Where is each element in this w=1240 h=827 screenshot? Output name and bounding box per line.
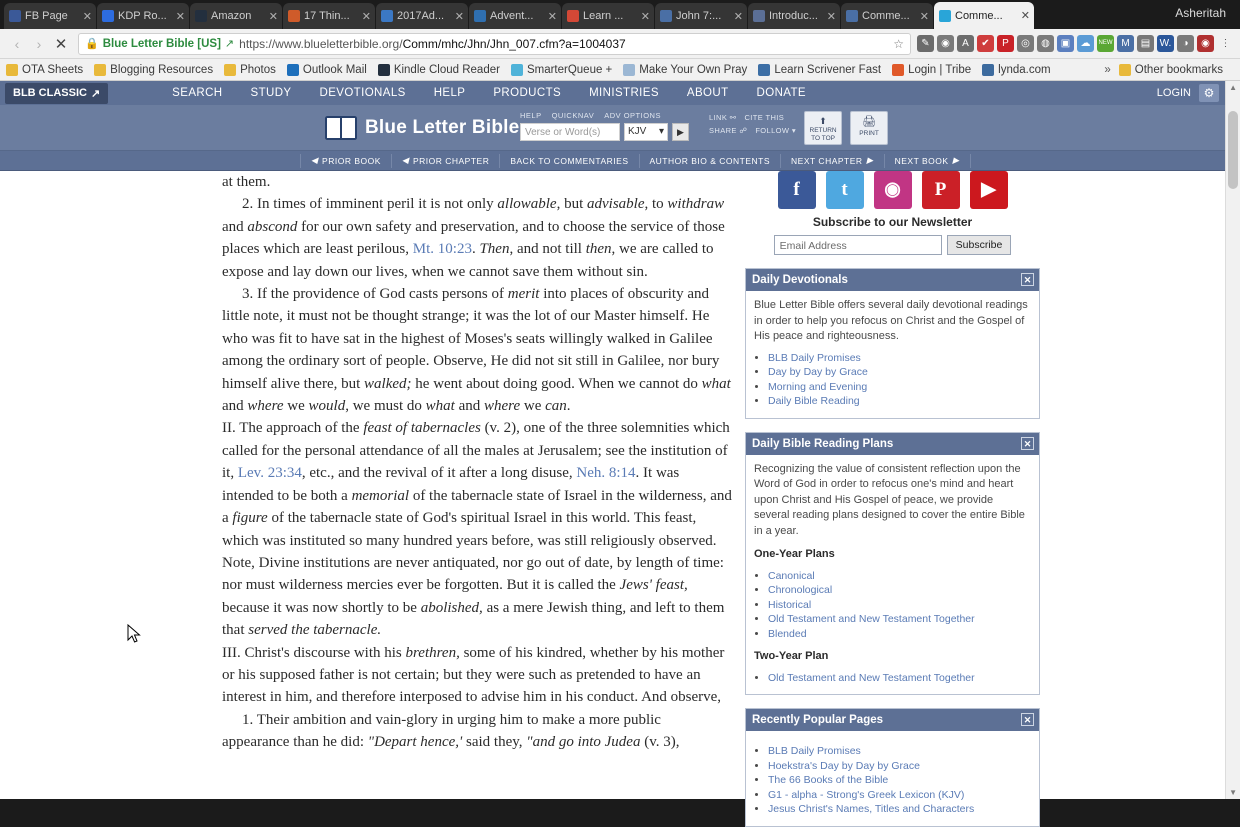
panel-link[interactable]: Daily Bible Reading — [768, 395, 860, 407]
panel-title: Recently Popular Pages ✕ — [746, 709, 1039, 731]
right-arrow-icon: ▶ — [952, 155, 960, 165]
newsletter-form — [745, 235, 1040, 255]
list-item[interactable] — [768, 788, 1031, 803]
extension-icon-3[interactable]: ✔ — [977, 35, 994, 52]
tab-9[interactable] — [841, 3, 933, 29]
twitter-icon[interactable]: t — [826, 171, 864, 209]
back-icon[interactable]: ‹ — [14, 35, 20, 52]
close-icon[interactable]: ✕ — [1021, 273, 1034, 286]
list-item[interactable] — [768, 671, 1031, 686]
panel-description: Recognizing the value of consistent reflection upon the Word of God in order to refocus one's mind and heart upon Christ and His Gospel of peace, we provide several reading plans designed to cover the entire Bible in a year. — [754, 462, 1025, 537]
label-adv-options[interactable]: ADV OPTIONS — [604, 111, 661, 120]
tab-strip[interactable] — [0, 0, 1240, 29]
tab-favicon — [567, 10, 579, 22]
panel-link[interactable]: Jesus Christ's Names, Titles and Characters — [768, 803, 975, 815]
left-arrow-icon: ◀ — [311, 155, 319, 165]
external-link-icon: ↗ — [90, 87, 101, 100]
panel-description: Blue Letter Bible offers several daily devotional readings in order to help you refocus on Christ and the Gospel of His peace and righteousness. — [754, 299, 1028, 342]
search-input[interactable]: Verse or Word(s) — [520, 123, 620, 141]
panel-link[interactable]: Morning and Evening — [768, 380, 868, 393]
lock-icon: 🔒 — [85, 38, 99, 50]
tab-1[interactable] — [97, 3, 189, 29]
pinterest-icon[interactable]: P — [922, 171, 960, 209]
search-go-button[interactable]: ▶ — [672, 123, 689, 141]
site-main-nav[interactable] — [158, 87, 820, 99]
close-icon[interactable]: ✕ — [454, 10, 464, 23]
tab-10-active[interactable] — [934, 2, 1034, 29]
navigation-bar — [0, 29, 1240, 59]
scroll-up-icon[interactable]: ▲ — [1229, 83, 1237, 92]
site-identity: Blue Letter Bible [US] — [102, 37, 221, 50]
left-arrow-icon: ◀ — [401, 155, 409, 165]
list-item[interactable] — [768, 744, 1031, 759]
left-gutter — [0, 171, 205, 799]
commentary-paragraph: III. Christ's discourse with his brethren, some of his kindred, whether by his mother or his supposed father is not certain; but they were such as pretended to have an interest in him, and therefore interposed to advise him in his conduct. And observe, — [222, 644, 725, 706]
back-to-commentaries-button[interactable]: BACK TO COMMENTARIES — [500, 154, 639, 168]
author-bio-contents-button[interactable]: AUTHOR BIO & CONTENTS — [640, 154, 782, 168]
chevron-down-icon: ▾ — [658, 126, 664, 137]
extension-icon-14[interactable]: ◉ — [1197, 35, 1214, 52]
tab-label: Introduc... — [769, 10, 818, 22]
tab-label: Learn ... — [583, 10, 624, 22]
extension-icon-11[interactable]: ▤ — [1137, 35, 1154, 52]
email-field[interactable]: Email Address — [774, 235, 942, 255]
social-links[interactable] — [745, 171, 1040, 209]
commentary-paragraph: 2. In times of imminent peril it is not only allowable, but advisable, to withdraw and abscond for our own safety and preservation, and to choose the service of those places which are least perilous, Mt. 10:23. Then, and not till then, we are called to expose and lay down our lives, when we cannot save them without sin. — [222, 196, 725, 280]
close-icon[interactable]: ✕ — [547, 10, 557, 23]
panel-link[interactable]: G1 - alpha - Strong's Greek Lexicon (KJV) — [768, 788, 965, 801]
nav-item-devotionals[interactable]: DEVOTIONALS — [319, 87, 406, 99]
close-icon[interactable]: ✕ — [733, 10, 743, 23]
bookmark-9[interactable]: lynda.com — [982, 64, 1050, 76]
panel-link[interactable]: The 66 Books of the Bible — [768, 774, 889, 786]
address-bar[interactable] — [78, 33, 911, 55]
commentary-paragraph: 3. If the providence of God casts persons of merit into places of obscurity and little note, it must not be thought strange; it was the lot of our Master himself. He who was fit to have sat in the highest of Moses's seats willingly walked in Galilee among the ordinary sort of people. Observe, He did not sit still in Galilee, nor bury himself alive there, but walked; he went about doing good. When we cannot do what and where we would, we must do what and where we can. — [222, 286, 731, 415]
blb-classic-button[interactable]: BLB CLASSIC ↗ — [5, 83, 108, 104]
tab-favicon — [474, 10, 486, 22]
tab-favicon — [939, 10, 951, 22]
extension-icon-12[interactable]: W. — [1157, 35, 1174, 52]
tab-label: Comme... — [862, 10, 910, 22]
return-to-top-button[interactable]: ⬆ RETURN TO TOP — [804, 111, 842, 145]
next-chapter-button[interactable]: NEXT CHAPTER ▶ — [781, 154, 885, 168]
extension-icon-9[interactable]: NEW — [1097, 35, 1114, 52]
panel-link-list — [768, 569, 1031, 642]
panel-link-list — [768, 351, 1031, 409]
search-area — [520, 111, 888, 145]
scroll-down-icon[interactable]: ▼ — [1229, 788, 1237, 797]
newsletter-title: Subscribe to our Newsletter — [812, 215, 973, 229]
tab-favicon — [381, 10, 393, 22]
panel-link[interactable]: Canonical — [768, 569, 815, 582]
site-top-bar — [0, 81, 1225, 105]
close-icon[interactable]: ✕ — [175, 10, 185, 23]
extension-icon-7[interactable]: ▣ — [1057, 35, 1074, 52]
extension-icon-0[interactable]: ✎ — [917, 35, 934, 52]
extension-icon-4[interactable]: P — [997, 35, 1014, 52]
nav-item-help[interactable]: HELP — [433, 87, 466, 99]
nav-item-about[interactable]: ABOUT — [686, 87, 729, 99]
panel-link-list — [768, 744, 1031, 817]
close-icon[interactable]: ✕ — [826, 10, 836, 23]
tab-7[interactable] — [655, 3, 747, 29]
tab-label: Comme... — [955, 9, 1003, 22]
close-icon[interactable]: ✕ — [268, 10, 278, 23]
mouse-cursor — [127, 624, 141, 644]
bookmark-8[interactable]: Login | Tribe — [892, 64, 971, 76]
panel-link[interactable]: Day by Day by Grace — [768, 366, 868, 378]
chapter-nav-bar — [0, 151, 1225, 171]
nav-item-donate[interactable]: DONATE — [756, 87, 806, 99]
panel-link-list — [768, 671, 1031, 686]
panel-link[interactable]: BLB Daily Promises — [768, 745, 861, 757]
commentary-text — [222, 171, 732, 754]
extension-icon-5[interactable]: ◎ — [1017, 35, 1034, 52]
close-icon[interactable]: ✕ — [919, 10, 929, 23]
other-bookmarks-folder[interactable]: Other bookmarks — [1119, 64, 1223, 76]
up-arrow-icon: ⬆ — [819, 116, 827, 126]
tab-label: FB Page — [25, 10, 68, 22]
prior-chapter-button[interactable]: ◀ PRIOR CHAPTER — [392, 154, 500, 168]
extension-icon-8[interactable]: ☁ — [1077, 35, 1094, 52]
browser-chrome — [0, 0, 1240, 81]
tab-5[interactable] — [469, 3, 561, 29]
version-select[interactable]: KJV ▾ — [624, 123, 668, 141]
close-icon[interactable]: ✕ — [361, 10, 371, 23]
bookmarks-bar — [0, 59, 1240, 81]
bookmark-0[interactable]: OTA Sheets — [6, 64, 83, 76]
content-columns — [205, 171, 1225, 815]
list-item[interactable] — [768, 569, 1031, 584]
list-item[interactable] — [768, 583, 1031, 598]
list-item[interactable] — [768, 380, 1031, 395]
close-icon[interactable]: ✕ — [1020, 10, 1030, 22]
open-book-icon — [325, 116, 357, 140]
bookmark-4[interactable]: Kindle Cloud Reader — [378, 64, 500, 76]
tab-favicon — [288, 10, 300, 22]
bookmark-2[interactable]: Photos — [224, 64, 276, 76]
scrollbar-thumb[interactable] — [1228, 111, 1238, 189]
panel-group-heading: One-Year Plans — [754, 548, 835, 560]
close-icon[interactable]: ✕ — [82, 10, 92, 23]
tab-label: KDP Ro... — [118, 10, 167, 22]
list-item[interactable] — [768, 759, 1031, 774]
tab-favicon — [660, 10, 672, 22]
panel-body — [746, 455, 1039, 695]
next-book-button[interactable]: NEXT BOOK ▶ — [885, 154, 971, 168]
external-link-icon: ↗ — [224, 38, 235, 50]
list-item[interactable] — [768, 773, 1031, 788]
stop-icon[interactable]: ✕ — [54, 35, 68, 53]
follow-tool[interactable]: FOLLOW ▾ — [755, 126, 797, 135]
list-item[interactable] — [768, 351, 1031, 366]
extension-icon-13[interactable]: ◑ — [1177, 35, 1194, 52]
url-text: https://www.blueletterbible.org/Comm/mhc/Jhn/Jhn_007.cfm?a=1004037 — [239, 36, 626, 51]
nav-item-products[interactable]: PRODUCTS — [493, 87, 562, 99]
panel-body — [746, 291, 1039, 418]
nav-item-search[interactable]: SEARCH — [172, 87, 223, 99]
panel-title: Daily Bible Reading Plans ✕ — [746, 433, 1039, 455]
panel-link[interactable]: Chronological — [768, 584, 833, 596]
list-item[interactable] — [768, 598, 1031, 613]
site-header — [0, 105, 1225, 151]
bookmark-6[interactable]: Make Your Own Pray — [623, 64, 747, 76]
tab-2[interactable] — [190, 3, 282, 29]
instagram-icon[interactable]: ◉ — [874, 171, 912, 209]
commentary-paragraph: II. The approach of the feast of tabernacles (v. 2), one of the three solemnities which called for the personal attendance of all the males at Jerusalem; see the institution of it, Lev. 23:34, etc., and the revival of it after a long disuse, Neh. 8:14. It was intended to be both a memorial of the tabernacle state of Israel in the wilderness, and a figure of the tabernacle state of God's spiritual Israel in this world. This feast, which was instituted so many hundred years before, was still religiously observed. Note, Divine institutions are never antiquated, nor go out of date, by length of time: nor must wilderness mercies ever be forgotten. But it is called the Jews' feast, because it was now shortly to be abolished, as a mere Jewish thing, and left to them that served the tabernacle. — [222, 420, 732, 639]
gear-icon[interactable]: ⚙ — [1199, 84, 1219, 102]
cite-this-tool[interactable]: CITE THIS — [744, 113, 785, 122]
tab-4[interactable] — [376, 3, 468, 29]
list-item[interactable] — [768, 627, 1031, 642]
close-icon[interactable]: ✕ — [640, 10, 650, 23]
bookmark-1[interactable]: Blogging Resources — [94, 64, 213, 76]
printer-icon: 🖨 — [862, 116, 877, 128]
tab-8[interactable] — [748, 3, 840, 29]
header-link-list — [709, 111, 796, 137]
tab-favicon — [846, 10, 858, 22]
nav-item-ministries[interactable]: MINISTRIES — [589, 87, 659, 99]
page-content — [0, 81, 1225, 815]
print-button[interactable]: 🖨 PRINT — [850, 111, 888, 145]
nav-item-study[interactable]: STUDY — [250, 87, 292, 99]
site-logo-text: Blue Letter Bible — [365, 116, 520, 138]
forward-icon[interactable]: › — [36, 35, 42, 52]
search-labels — [520, 111, 689, 120]
site-logo[interactable] — [325, 116, 519, 140]
panel-recently-popular-pages — [745, 708, 1040, 827]
panel-daily-devotionals — [745, 268, 1040, 419]
tab-label: Amazon — [211, 10, 252, 22]
list-item[interactable] — [768, 612, 1031, 627]
bookmark-3[interactable]: Outlook Mail — [287, 64, 367, 76]
tab-favicon — [9, 10, 21, 22]
commentary-paragraph: at them. — [222, 174, 271, 190]
link-tool[interactable]: LINK ⚯ — [709, 113, 737, 122]
tab-label: 17 Thin... — [304, 10, 350, 22]
sidebar — [745, 171, 1040, 827]
commentary-paragraph: 1. Their ambition and vain-glory in urging him to make a more public appearance than he did: "Depart hence,' said they, "and go into Judea (v. 3), — [222, 711, 680, 751]
panel-group-heading: Two-Year Plan — [754, 650, 829, 662]
subscribe-button[interactable]: Subscribe — [947, 235, 1012, 255]
close-icon[interactable]: ✕ — [1021, 437, 1034, 450]
share-tool[interactable]: SHARE ☍ — [709, 126, 748, 135]
tab-favicon — [195, 10, 207, 22]
panel-link[interactable]: Hoekstra's Day by Day by Grace — [768, 759, 920, 772]
bookmark-7[interactable]: Learn Scrivener Fast — [758, 64, 881, 76]
prior-book-button[interactable]: ◀ PRIOR BOOK — [300, 154, 392, 168]
extension-icon-1[interactable]: ◉ — [937, 35, 954, 52]
panel-link[interactable]: Old Testament and New Testament Together — [768, 671, 975, 684]
label-help[interactable]: HELP — [520, 111, 542, 120]
profile-name[interactable]: Asheritah — [1175, 6, 1226, 20]
login-link[interactable]: LOGIN — [1156, 87, 1191, 99]
tab-label: Advent... — [490, 10, 534, 22]
tab-label: John 7:... — [676, 10, 722, 22]
right-arrow-icon: ▶ — [866, 155, 874, 165]
bookmark-5[interactable]: SmarterQueue + — [511, 64, 612, 76]
bookmarks-overflow-icon[interactable]: » — [1104, 63, 1111, 76]
tab-6[interactable] — [562, 3, 654, 29]
panel-groups — [754, 547, 1031, 685]
header-tools — [709, 111, 888, 145]
extension-tray[interactable] — [917, 35, 1234, 52]
panel-body — [746, 731, 1039, 826]
list-item[interactable] — [768, 802, 1031, 817]
tab-0[interactable] — [4, 3, 96, 29]
facebook-icon[interactable]: f — [778, 171, 816, 209]
extension-icon-6[interactable]: ◍ — [1037, 35, 1054, 52]
tab-label: 2017Ad... — [397, 10, 445, 22]
page-viewport — [0, 81, 1240, 815]
panel-link[interactable]: Historical — [768, 598, 812, 611]
list-item[interactable] — [768, 365, 1031, 380]
panel-daily-bible-reading-plans — [745, 432, 1040, 696]
extension-icon-10[interactable]: M — [1117, 35, 1134, 52]
extension-icon-2[interactable]: A — [957, 35, 974, 52]
bookmark-star-icon[interactable]: ☆ — [893, 36, 904, 51]
panel-link[interactable]: Blended — [768, 627, 807, 640]
tab-favicon — [102, 10, 114, 22]
label-quicknav[interactable]: QUICKNAV — [551, 111, 595, 120]
content-area — [0, 171, 1225, 815]
tab-3[interactable] — [283, 3, 375, 29]
browser-menu-icon[interactable]: ⋮ — [1220, 38, 1231, 49]
tab-favicon — [753, 10, 765, 22]
panel-link[interactable]: BLB Daily Promises — [768, 351, 861, 364]
panel-title: Daily Devotionals ✕ — [746, 269, 1039, 291]
panel-link[interactable]: Old Testament and New Testament Together — [768, 613, 975, 625]
close-icon[interactable]: ✕ — [1021, 713, 1034, 726]
list-item[interactable] — [768, 394, 1031, 409]
page-scrollbar[interactable] — [1225, 81, 1240, 799]
youtube-icon[interactable]: ▶ — [970, 171, 1008, 209]
